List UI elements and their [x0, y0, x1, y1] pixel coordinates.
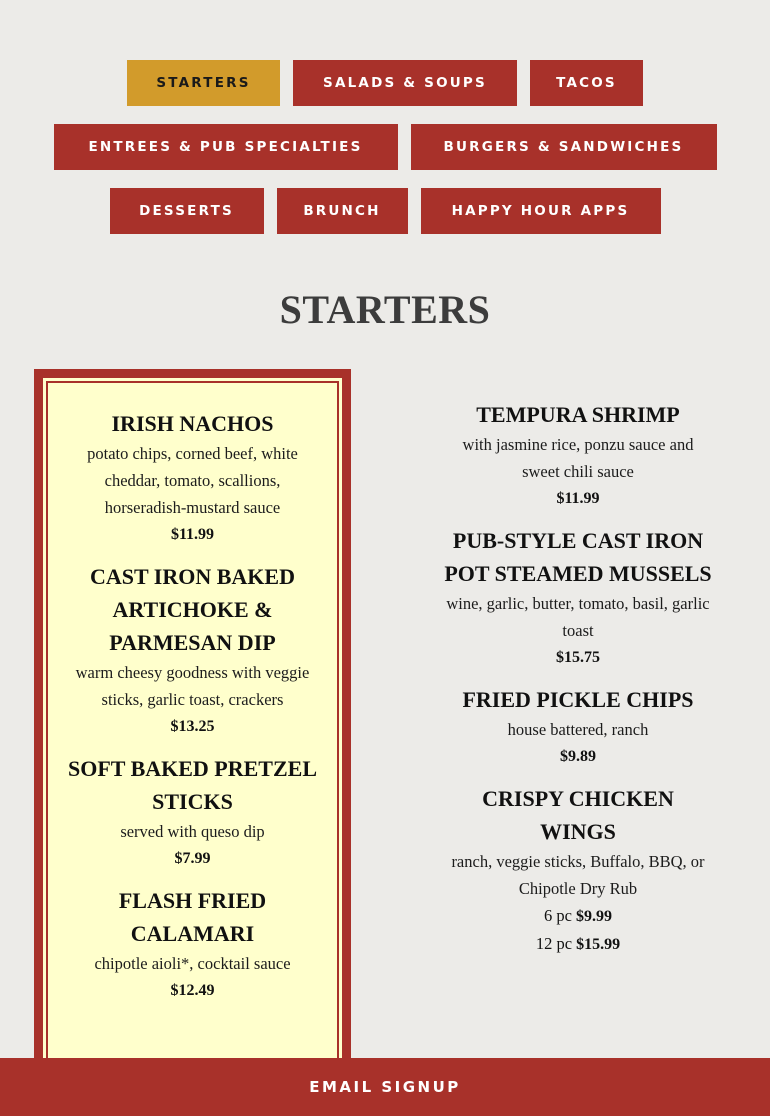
option-label: 12 pc: [535, 934, 573, 953]
tab-entrees-pub-specialties[interactable]: ENTREES & PUB SPECIALTIES: [54, 124, 398, 170]
item-name: PUB-STYLE CAST IRON POT STEAMED MUSSELS: [444, 528, 712, 586]
menu-item: [442, 524, 714, 671]
email-signup-button[interactable]: EMAIL SIGNUP: [0, 1058, 770, 1116]
menu-item: [48, 752, 337, 872]
item-price: $15.75: [556, 649, 600, 666]
menu-item-wings: [442, 782, 714, 958]
tab-brunch[interactable]: BRUNCH: [277, 188, 408, 234]
item-description: with jasmine rice, ponzu sauce and sweet chili sauce: [462, 435, 694, 481]
item-name: CAST IRON BAKED ARTICHOKE & PARMESAN DIP: [90, 564, 295, 655]
menu-item: [48, 407, 337, 548]
tabs-row-3: [0, 188, 770, 234]
tab-tacos[interactable]: TACOS: [530, 60, 643, 106]
tab-happy-hour-apps[interactable]: HAPPY HOUR APPS: [421, 188, 661, 234]
item-description: wine, garlic, butter, tomato, basil, garlic toast: [446, 594, 710, 640]
tab-salads-soups[interactable]: SALADS & SOUPS: [293, 60, 517, 106]
item-name: SOFT BAKED PRETZEL STICKS: [68, 756, 317, 814]
tabs-row-1: [0, 60, 770, 106]
tab-desserts[interactable]: DESSERTS: [110, 188, 264, 234]
item-price: $12.49: [170, 982, 215, 999]
item-description: potato chips, corned beef, white cheddar, tomato, scallions, horseradish-mustard sauce: [87, 444, 298, 517]
tabs-row-2: [0, 124, 770, 170]
price-option-12pc: [442, 930, 714, 958]
item-description: warm cheesy goodness with veggie sticks, garlic toast, crackers: [75, 663, 310, 709]
tab-starters[interactable]: STARTERS: [127, 60, 280, 106]
item-description: chipotle aioli*, cocktail sauce: [94, 954, 291, 973]
item-description: ranch, veggie sticks, Buffalo, BBQ, or Chipotle Dry Rub: [451, 852, 705, 898]
item-description: house battered, ranch: [507, 720, 649, 739]
item-name: IRISH NACHOS: [111, 411, 274, 436]
option-label: 6 pc: [543, 906, 572, 925]
item-price: $9.89: [560, 748, 596, 765]
item-price: $7.99: [174, 850, 211, 867]
item-name: CRISPY CHICKEN WINGS: [482, 786, 674, 844]
item-description: served with queso dip: [120, 822, 265, 841]
item-name: FLASH FRIED CALAMARI: [118, 888, 267, 946]
section-title: STARTERS: [279, 287, 491, 332]
menu-item: [442, 683, 714, 770]
menu-item: [442, 398, 714, 512]
item-name: TEMPURA SHRIMP: [476, 402, 680, 427]
option-price: $9.99: [576, 908, 613, 925]
item-price: $11.99: [170, 526, 215, 543]
menu-item: [48, 884, 337, 1004]
price-option-6pc: [442, 902, 714, 930]
menu-items-column: [442, 398, 714, 970]
item-name: FRIED PICKLE CHIPS: [462, 687, 694, 712]
item-price: $13.25: [170, 718, 215, 735]
tab-burgers-sandwiches[interactable]: BURGERS & SANDWICHES: [411, 124, 717, 170]
option-price: $15.99: [576, 936, 621, 953]
featured-items-box: [34, 369, 351, 1069]
menu-item: [48, 560, 337, 740]
item-price: $11.99: [556, 490, 600, 507]
